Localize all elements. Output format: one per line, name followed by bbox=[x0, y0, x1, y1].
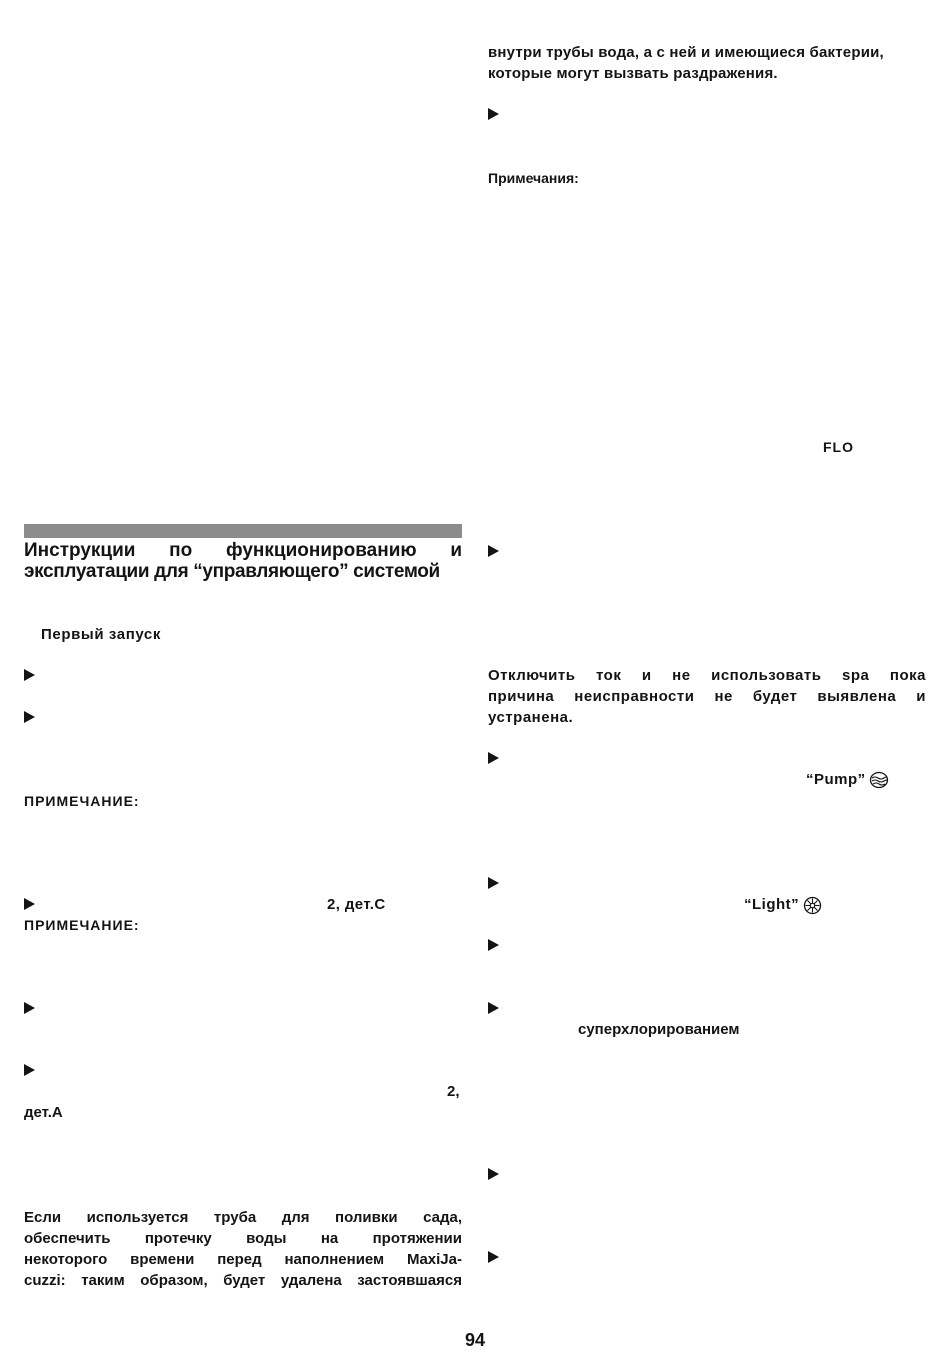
warn-line-3: устранена. bbox=[488, 709, 574, 726]
section-divider-bar bbox=[24, 524, 462, 538]
intro-line-2: которые могут вызвать раздражения. bbox=[488, 65, 778, 82]
bullet-arrow-icon bbox=[488, 1251, 499, 1263]
first-start-title: Первый запуск bbox=[41, 626, 161, 643]
bullet-arrow-icon bbox=[24, 711, 35, 723]
ref-fig-2a: дет.А bbox=[24, 1104, 63, 1121]
note-label-1: ПРИМЕЧАНИЕ: bbox=[24, 793, 140, 809]
bullet-arrow-icon bbox=[488, 752, 499, 764]
bullet-arrow-icon bbox=[24, 669, 35, 681]
superchlorination-term: суперхлорированием bbox=[578, 1021, 740, 1038]
pump-label: “Pump” bbox=[806, 771, 866, 788]
garden-line-2: обеспечить протечку воды на протяжении bbox=[24, 1230, 462, 1247]
notes-label: Примечания: bbox=[488, 170, 579, 186]
flo-label: FLO bbox=[823, 439, 854, 455]
bullet-arrow-icon bbox=[488, 108, 499, 120]
garden-line-3: некоторого времени перед наполнением MaxiJa- bbox=[24, 1251, 462, 1268]
warn-line-1: Отключить ток и не использовать spa пока bbox=[488, 667, 926, 684]
heading-line-1: Инструкции по функционированию и bbox=[24, 540, 462, 561]
section-heading bbox=[24, 540, 462, 582]
pump-icon bbox=[869, 771, 889, 789]
garden-line-1: Если используется труба для поливки сада, bbox=[24, 1209, 462, 1226]
page-number: 94 bbox=[464, 1330, 486, 1350]
light-label: “Light” bbox=[744, 896, 800, 913]
garden-hose-paragraph bbox=[24, 1207, 462, 1291]
warning-paragraph bbox=[488, 665, 926, 728]
bullet-arrow-icon bbox=[488, 877, 499, 889]
heading-line-2: эксплуатации для “управляющего” системой bbox=[24, 561, 440, 582]
bullet-arrow-icon bbox=[488, 545, 499, 557]
bullet-arrow-icon bbox=[488, 1168, 499, 1180]
bullet-arrow-icon bbox=[24, 1064, 35, 1076]
bullet-arrow-icon bbox=[24, 898, 35, 910]
note-label-2: ПРИМЕЧАНИЕ: bbox=[24, 917, 140, 933]
intro-line-1: внутри трубы вода, а с ней и имеющиеся бактерии, bbox=[488, 44, 884, 61]
ref-fig-2-num: 2, bbox=[447, 1083, 460, 1100]
bullet-arrow-icon bbox=[24, 1002, 35, 1014]
garden-line-4: cuzzi: таким образом, будет удалена застоявшаяся bbox=[24, 1272, 462, 1289]
bullet-arrow-icon bbox=[488, 1002, 499, 1014]
ref-fig-2c: 2, дет.С bbox=[327, 896, 386, 913]
warn-line-2: причина неисправности не будет выявлена и bbox=[488, 688, 926, 705]
light-icon bbox=[803, 896, 822, 915]
bullet-arrow-icon bbox=[488, 939, 499, 951]
